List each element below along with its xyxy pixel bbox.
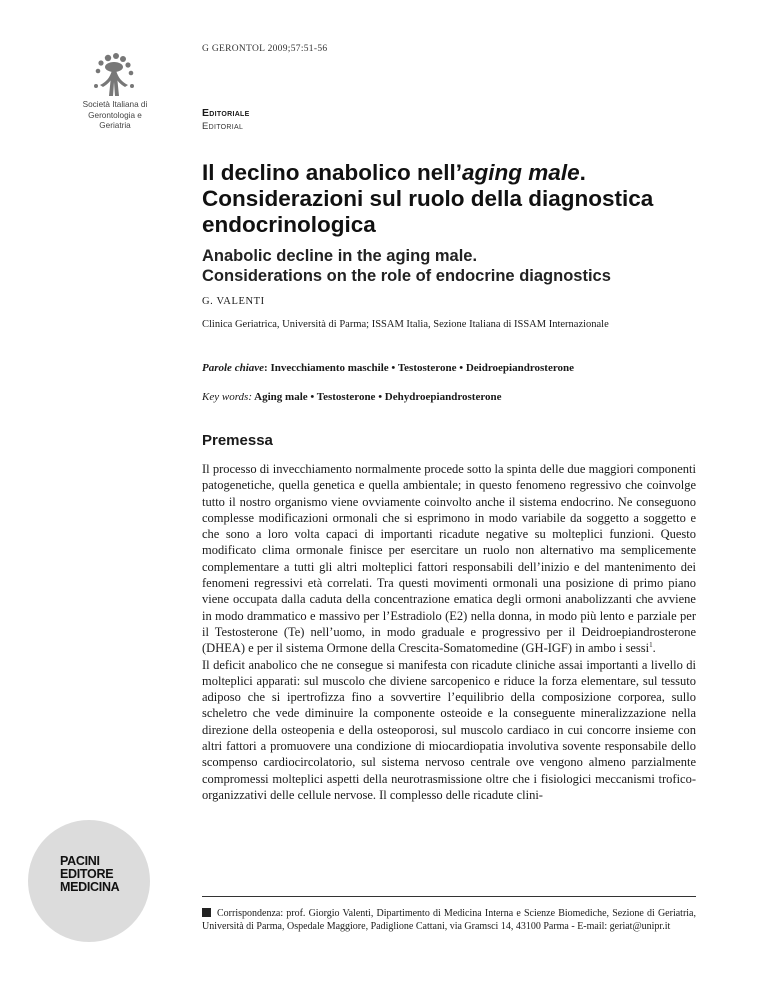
article-subtitle <box>202 246 722 286</box>
keywords-english <box>202 391 502 403</box>
society-name-line: Geriatria <box>99 121 131 130</box>
keywords-separator: : <box>264 362 271 374</box>
body-text <box>202 461 696 803</box>
keywords-list: Invecchiamento maschile • Testosterone • Deidroepiandrosterone <box>270 362 575 374</box>
reference-superscript: 1 <box>649 641 653 650</box>
society-name-line: Società Italiana di <box>82 100 148 109</box>
keywords-italian <box>202 362 574 374</box>
affiliation: Clinica Geriatrica, Università di Parma; ISSAM Italia, Sezione Italiana di ISSAM Internazionale <box>202 319 609 330</box>
tree-figure-logo-icon <box>86 52 142 98</box>
society-name <box>60 100 170 132</box>
publisher-line: MEDICINA <box>60 880 120 894</box>
keywords-label: Key words: <box>202 391 253 403</box>
subtitle-line: Considerations on the role of endocrine diagnostics <box>202 267 611 285</box>
square-bullet-icon <box>202 908 211 917</box>
publisher-line: PACINI <box>60 854 100 868</box>
paragraph-text: Il processo di invecchiamento normalmente procede sotto la spinta delle due maggiori componenti patogenetiche, quella genetica e quella ambientale; in questo fenomeno regressivo che coinvolge tutto il nostro organismo viene ovviamente coinvolto anche il sistema endocrino. Ne conseguono complesse modificazioni ormonali che si esprimono in modo variabile da soggetto a soggetto e che sono a loro volta capaci di importanti ricadute negative su molteplici funzioni. Questo modificato clima ormonale finisce per esercitare un ruolo non alternativo ma semplicemente complementare a tutti gli altri molteplici fattori responsabili dell’inizio e del mantenimento dei fenomeni regressivi età correlati. Tra questi movimenti ormonali una posizione di primo piano viene occupata dalla caduta della concentrazione ematica degli ormoni anabolizzanti che avviene in modo drammatico e massivo per l’Estradiolo (E2) nella donna, in modo più lento e parziale per il Testosterone (Te) nell’uomo, in modo graduale e progressivo per il Deidroepiandrosterone (DHEA) e per il sistema Ormone della Crescita-Somatomedine (GH-IGF) in ambo i sessi <box>202 462 696 656</box>
paragraph-text: . <box>652 641 656 656</box>
title-part: Il declino anabolico nell’ <box>202 160 463 185</box>
correspondence-footnote <box>202 907 696 933</box>
footnote-divider <box>202 896 696 897</box>
author: G. VALENTI <box>202 296 265 307</box>
journal-reference: G GERONTOL 2009;57:51-56 <box>202 44 328 54</box>
publisher-line: EDITORE <box>60 867 114 881</box>
keywords-label: Parole chiave <box>202 362 265 374</box>
body-paragraph <box>202 461 696 657</box>
section-label: Editoriale <box>202 107 250 119</box>
title-part: . Considerazioni sul ruolo della diagnostica endocrinologica <box>202 160 654 237</box>
article-title <box>202 160 722 238</box>
keywords-list: Aging male • Testosterone • Dehydroepiandrosterone <box>252 391 502 403</box>
subtitle-line: Anabolic decline in the aging male. <box>202 247 478 265</box>
society-name-line: Gerontologia e <box>88 110 142 120</box>
title-italic: aging male <box>462 160 580 185</box>
footnote-text: Corrispondenza: prof. Giorgio Valenti, Dipartimento di Medicina Interna e Scienze Biomediche, Sezione di Geriatria, Università di Parma, Ospedale Maggiore, Padiglione Cattani, via Gramsci 14, 43100 Parma - E-mail: geriat@unipr.it <box>202 908 696 932</box>
publisher-logo <box>60 855 119 894</box>
section-heading: Premessa <box>202 432 273 449</box>
body-paragraph: Il deficit anabolico che ne consegue si manifesta con ricadute cliniche assai importanti a livello di molteplici apparati: sul muscolo che diviene sarcopenico e riduce la forza elementare, sul tessuto adiposo che si ipertrofizza fino a sovvertire l’equilibrio della composizione corporea, sullo scheletro che vede diminuire la componente osteoide e la conseguente mineralizzazione nella direzione della osteopenia e della osteoporosi, sul muscolo cardiaco in cui concorre insieme con altri fattori a promuovere una condizione di miocardiopatia involutiva sovente responsabile dello scompenso cardiocircolatorio, sul sistema nervoso centrale ove vengono almeno parzialmente compromessi molteplici aspetti della neurotrasmissione oltre che i fisiologici meccanismi trofico-organizzativi delle cellule nervose. Il complesso delle ricadute clini- <box>202 657 696 802</box>
section-label-english: Editorial <box>202 121 244 132</box>
